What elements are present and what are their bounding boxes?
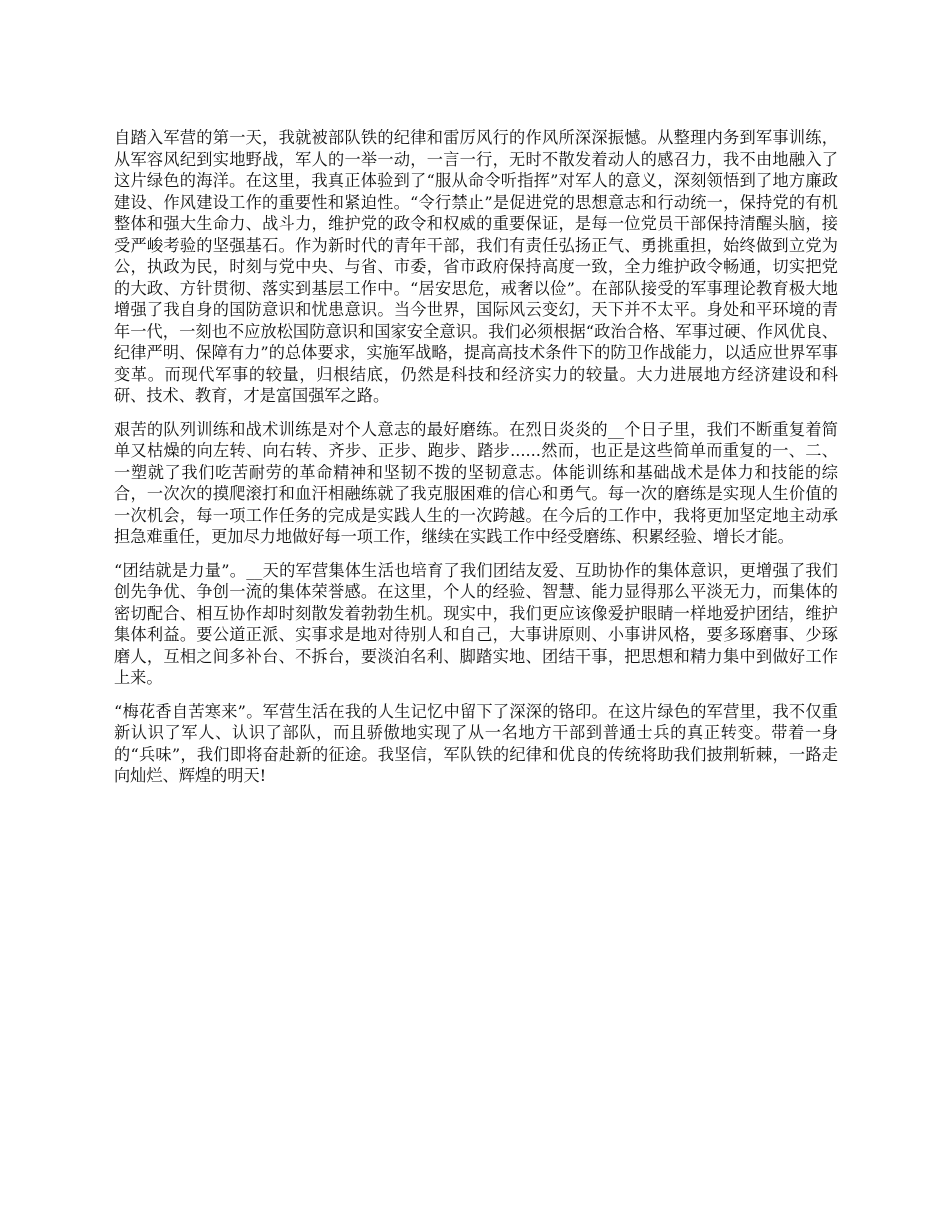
paragraph-2: 艰苦的队列训练和战术训练是对个人意志的最好磨练。在烈日炎炎的__个日子里，我们不断重复着简单又枯燥的向左转、向右转、齐步、正步、跑步、踏步......然而，也正是这些简单而重复的一、二、一塑就了我们吃苦耐劳的革命精神和坚韧不拨的坚韧意志。体能训练和基础战术是体力和技能的综合，一次次的摸爬滚打和血汗相融练就了我克服困难的信心和勇气。每一次的磨练是实现人生价值的一次机会，每一项工作任务的完成是实践人生的一次跨越。在今后的工作中，我将更加坚定地主动承担急难重任，更加尽力地做好每一项工作，继续在实践工作中经受磨练、积累经验、增长才能。 (114, 419, 838, 546)
paragraph-3: “团结就是力量”。__天的军营集体生活也培育了我们团结友爱、互助协作的集体意识，更增强了我们创先争优、争创一流的集体荣誉感。在这里，个人的经验、智慧、能力显得那么平淡无力，而集体的密切配合、相互协作却时刻散发着勃勃生机。现实中，我们更应该像爱护眼睛一样地爱护团结，维护集体利益。要公道正派、实事求是地对待别人和自己，大事讲原则、小事讲风格，要多琢磨事、少琢磨人，互相之间多补台、不拆台，要淡泊名利、脚踏实地、团结干事，把思想和精力集中到做好工作上来。 (114, 560, 838, 687)
paragraph-1: 自踏入军营的第一天，我就被部队铁的纪律和雷厉风行的作风所深深振憾。从整理内务到军事训练，从军容风纪到实地野战，军人的一举一动，一言一行，无时不散发着动人的感召力，我不由地融入了这片绿色的海洋。在这里，我真正体验到了“服从命令听指挥”对军人的意义，深刻领悟到了地方廉政建设、作风建设工作的重要性和紧迫性。“令行禁止”是促进党的思想意志和行动统一，保持党的有机整体和强大生命力、战斗力，维护党的政令和权威的重要保证，是每一位党员干部保持清醒头脑，接受严峻考验的坚强基石。作为新时代的青年干部，我们有责任弘扬正气、勇挑重担，始终做到立党为公，执政为民，时刻与党中央、与省、市委，省市政府保持高度一致，全力维护政令畅通，切实把党的大政、方针贯彻、落实到基层工作中。“居安思危，戒奢以俭”。在部队接受的军事理论教育极大地增强了我自身的国防意识和忧患意识。当今世界，国际风云变幻，天下并不太平。身处和平环境的青年一代，一刻也不应放松国防意识和国家安全意识。我们必须根据“政治合格、军事过硬、作风优良、纪律严明、保障有力”的总体要求，实施军战略，提高高技术条件下的防卫作战能力，以适应世界军事变革。而现代军事的较量，归根结底，仍然是科技和经济实力的较量。大力进展地方经济建设和科研、技术、教育，才是富国强军之路。 (114, 128, 838, 405)
paragraph-4: “梅花香自苦寒来”。军营生活在我的人生记忆中留下了深深的铬印。在这片绿色的军营里，我不仅重新认识了军人、认识了部队，而且骄傲地实现了从一名地方干部到普通士兵的真正转变。带着一身的“兵味”，我们即将奋赴新的征途。我坚信，军队铁的纪律和优良的传统将助我们披荆斩棘，一路走向灿烂、辉煌的明天! (114, 701, 838, 785)
document-body (114, 127, 838, 799)
